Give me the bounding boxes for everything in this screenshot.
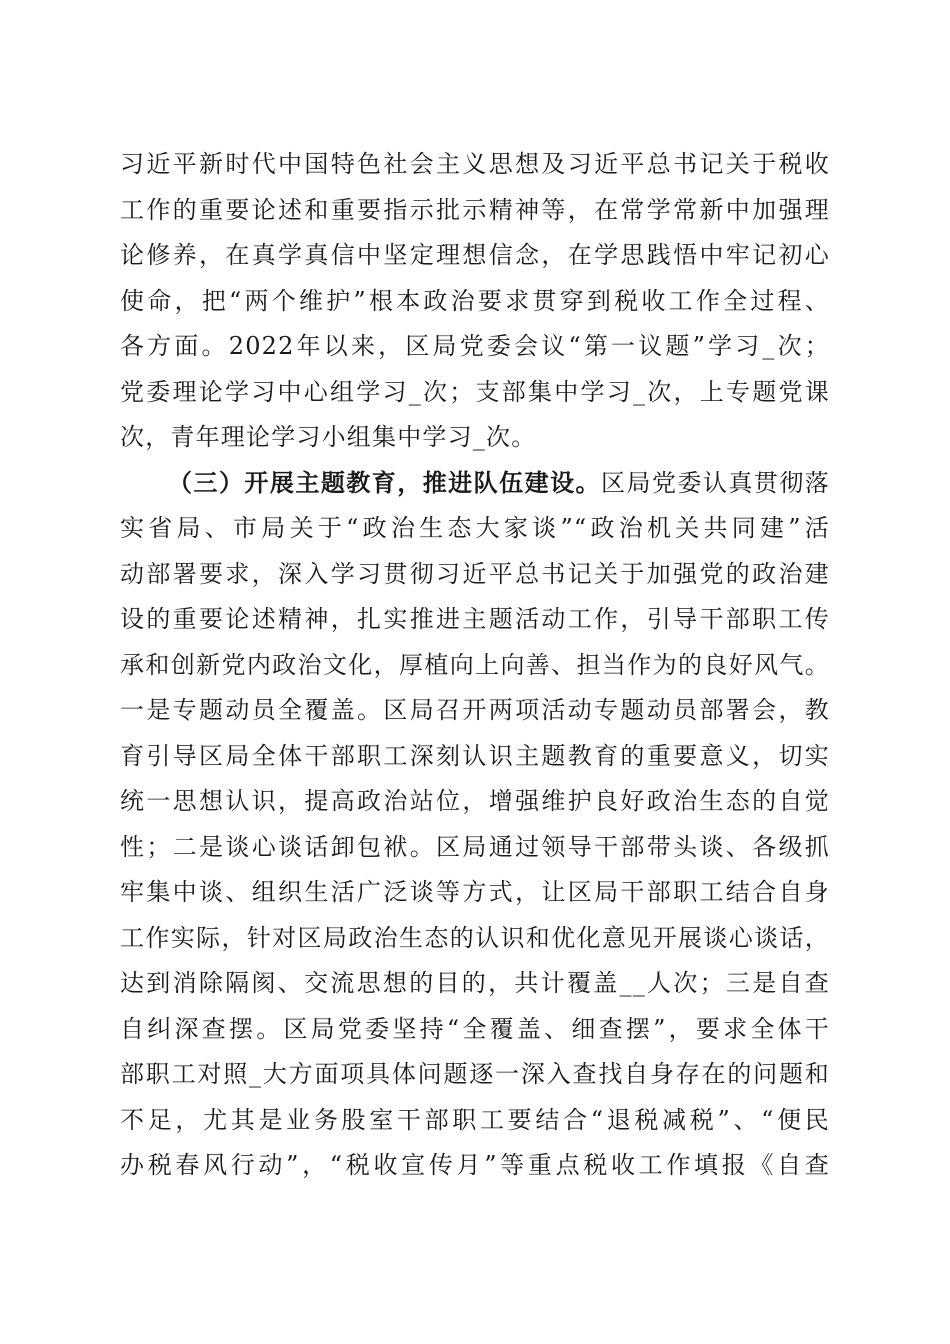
text-line-23: 办税春风行动”，“税收宣传月”等重点税收工作填报《自查 bbox=[120, 1151, 830, 1179]
text-line-15: 统一思想认识，提高政治站位，增强维护良好政治生态的自觉 bbox=[120, 787, 830, 815]
text-line-7: 次，青年理论学习小组集中学习_次。 bbox=[120, 423, 537, 451]
text-line-17: 牢集中谈、组织生活广泛谈等方式，让区局干部职工结合自身 bbox=[120, 878, 830, 906]
text-line-19: 达到消除隔阂、交流思想的目的，共计覆盖__人次；三是自查 bbox=[120, 969, 830, 997]
text-line-3: 论修养，在真学真信中坚定理想信念，在学思践悟中牢记初心 bbox=[120, 241, 830, 269]
text-line-13: 一是专题动员全覆盖。区局召开两项活动专题动员部署会，教 bbox=[120, 696, 830, 724]
text-line-2: 工作的重要论述和重要指示批示精神等，在常学常新中加强理 bbox=[120, 195, 830, 224]
section-heading: （三）开展主题教育，推进队伍建设。 bbox=[168, 468, 602, 497]
text-line-5: 各方面。2022年以来，区局党委会议“第一议题”学习_次； bbox=[120, 332, 830, 360]
text-line-21: 部职工对照_大方面项具体问题逐一深入查找自身存在的问题和 bbox=[120, 1060, 830, 1088]
text-line-4: 使命，把“两个维护”根本政治要求贯穿到税收工作全过程、 bbox=[120, 286, 830, 315]
text-line-1: 习近平新时代中国特色社会主义思想及习近平总书记关于税收 bbox=[120, 150, 830, 178]
section-heading-line bbox=[120, 461, 830, 507]
text-line-18: 工作实际，针对区局政治生态的认识和优化意见开展谈心谈话， bbox=[120, 923, 830, 952]
section-heading-continuation: 区局党委认真贯彻落 bbox=[601, 468, 830, 497]
text-line-6: 党委理论学习中心组学习_次；支部集中学习_次，上专题党课 bbox=[120, 377, 830, 406]
text-line-14: 育引导区局全体干部职工深刻认识主题教育的重要意义，切实 bbox=[120, 741, 830, 770]
text-line-22: 不足，尤其是业务股室干部职工要结合“退税减税”、“便民 bbox=[120, 1105, 830, 1134]
text-line-11: 设的重要论述精神，扎实推进主题活动工作，引导干部职工传 bbox=[120, 605, 830, 633]
text-line-9: 实省局、市局关于“政治生态大家谈”“政治机关共同建”活 bbox=[120, 514, 830, 542]
text-line-20: 自纠深查摆。区局党委坚持“全覆盖、细查摆”，要求全体干 bbox=[120, 1014, 830, 1043]
text-line-16: 性；二是谈心谈话卸包袱。区局通过领导干部带头谈、各级抓 bbox=[120, 832, 830, 861]
text-line-10: 动部署要求，深入学习贯彻习近平总书记关于加强党的政治建 bbox=[120, 559, 830, 588]
text-line-12: 承和创新党内政治文化，厚植向上向善、担当作为的良好风气。 bbox=[120, 650, 830, 679]
body-text bbox=[120, 142, 830, 1189]
